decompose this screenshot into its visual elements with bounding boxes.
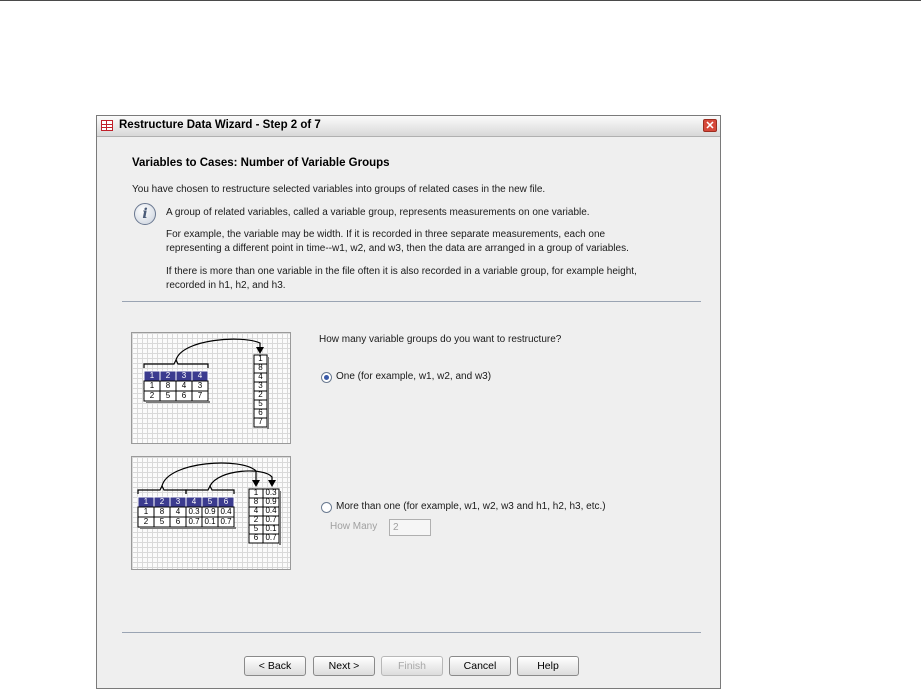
info-text-line-2b: representing a different point in time--w1, w2, and w3, then the data are arranged in a group of variables. <box>166 243 629 254</box>
ill2-shadow <box>140 527 236 529</box>
ill1-arrow-path <box>176 339 260 360</box>
spreadsheet-icon <box>101 120 113 131</box>
ill2-cell-text: 8 <box>159 507 165 516</box>
close-icon[interactable]: ✕ <box>703 119 717 132</box>
ill2-column-a-cell-text: 4 <box>253 506 259 515</box>
ill2-arrow-head-1 <box>252 480 260 487</box>
ill2-column-b-cell-text: 0.7 <box>265 533 277 542</box>
radio-one-label[interactable]: One (for example, w1, w2, and w3) <box>336 371 492 382</box>
ill1-column-cell-text: 1 <box>258 354 263 363</box>
ill1-column-shadow <box>267 357 269 429</box>
ill1-brace <box>144 360 208 368</box>
how-many-label: How Many <box>330 521 378 532</box>
ill1-column-cell-text: 6 <box>258 408 263 417</box>
ill2-header-cell-text: 3 <box>175 497 181 506</box>
ill2-column-shadow <box>279 491 281 545</box>
ill2-cell-text: 0.7 <box>220 517 232 526</box>
ill2-column-a-cell-text: 1 <box>253 488 259 497</box>
ill2-header-cell-text: 2 <box>159 497 165 506</box>
ill2-header-cell-text: 1 <box>143 497 149 506</box>
ill1-header-cell-text: 2 <box>165 371 171 380</box>
ill2-column-a-cell-text: 2 <box>253 515 259 524</box>
one-group-diagram <box>132 333 291 444</box>
ill1-arrow-head <box>256 347 264 354</box>
how-many-input[interactable]: 2 <box>389 519 431 536</box>
bottom-separator <box>122 632 701 633</box>
ill2-header-cell-text: 6 <box>223 497 229 506</box>
info-text-line-1: A group of related variables, called a variable group, represents measurements on one variable. <box>166 207 590 218</box>
ill1-shadow <box>146 401 210 403</box>
ill2-column-a-cell-text: 8 <box>253 497 259 506</box>
multi-group-illustration <box>131 456 291 570</box>
finish-button[interactable]: Finish <box>381 656 443 676</box>
info-text-line-2a: For example, the variable may be width. If it is recorded in three separate measurements, each one <box>166 229 606 240</box>
radio-more-than-one[interactable] <box>321 502 332 513</box>
ill1-cell-text: 7 <box>197 391 203 400</box>
back-button[interactable]: < Back <box>244 656 306 676</box>
ill2-cell-text: 0.7 <box>188 517 200 526</box>
ill2-arrow-path-2 <box>210 471 272 486</box>
radio-one-group[interactable] <box>321 372 332 383</box>
ill2-cell-text: 0.3 <box>188 507 200 516</box>
ill2-cell-text: 4 <box>175 507 181 516</box>
ill1-column-cell-text: 8 <box>258 363 263 372</box>
radio-more-label[interactable]: More than one (for example, w1, w2, w3 and h1, h2, h3, etc.) <box>336 501 606 512</box>
ill2-cell-text: 0.9 <box>204 507 216 516</box>
next-button[interactable]: Next > <box>313 656 375 676</box>
ill2-cell-text: 6 <box>175 517 181 526</box>
ill1-cell-text: 2 <box>149 391 155 400</box>
title-bar[interactable] <box>97 116 720 137</box>
window-title: Restructure Data Wizard - Step 2 of 7 <box>119 119 321 131</box>
ill2-cell-text: 2 <box>143 517 149 526</box>
ill2-header-cell-text: 5 <box>207 497 213 506</box>
one-group-illustration <box>131 332 291 444</box>
info-text-line-3b: recorded in h1, h2, and h3. <box>166 280 286 291</box>
intro-text: You have chosen to restructure selected variables into groups of related cases in the new file. <box>132 184 546 195</box>
ill2-column-b-cell-text: 0.9 <box>265 497 277 506</box>
wizard-dialog <box>96 115 721 689</box>
help-button[interactable]: Help <box>517 656 579 676</box>
ill2-arrow-path-1 <box>162 463 256 486</box>
question-text: How many variable groups do you want to restructure? <box>319 334 562 345</box>
ill2-arrow-head-2 <box>268 480 276 487</box>
ill1-column-cell-text: 7 <box>258 417 263 426</box>
ill1-cell-text: 5 <box>165 391 171 400</box>
ill2-cell-text: 5 <box>159 517 165 526</box>
ill2-cell-text: 0.1 <box>204 517 216 526</box>
page-heading: Variables to Cases: Number of Variable Groups <box>132 157 390 169</box>
top-separator <box>122 301 701 302</box>
ill1-header-cell-text: 1 <box>149 371 155 380</box>
ill1-cell-text: 6 <box>181 391 187 400</box>
ill2-header-cell-text: 4 <box>191 497 197 506</box>
top-rule <box>0 0 921 1</box>
ill1-column-cell-text: 3 <box>258 381 263 390</box>
ill1-cell-text: 3 <box>197 381 203 390</box>
ill1-column-cell-text: 2 <box>258 390 263 399</box>
ill2-column-b-cell-text: 0.3 <box>265 488 277 497</box>
ill2-brace-2 <box>186 486 234 494</box>
ill2-column-a-cell-text: 6 <box>253 533 259 542</box>
cancel-button[interactable]: Cancel <box>449 656 511 676</box>
info-icon: i <box>134 203 156 225</box>
ill2-column-b-cell-text: 0.1 <box>265 524 277 533</box>
ill1-header-cell-text: 3 <box>181 371 187 380</box>
ill1-cell-text: 8 <box>165 381 171 390</box>
multi-group-diagram <box>132 457 291 570</box>
ill1-column-cell-text: 4 <box>258 372 263 381</box>
ill1-header-cell-text: 4 <box>197 371 203 380</box>
ill1-column-cell-text: 5 <box>258 399 263 408</box>
ill2-brace-1 <box>138 486 186 494</box>
info-text-line-3a: If there is more than one variable in the file often it is also recorded in a variable group, for example height, <box>166 266 637 277</box>
ill2-cell-text: 1 <box>143 507 149 516</box>
ill1-cell-text: 1 <box>149 381 155 390</box>
ill2-cell-text: 0.4 <box>220 507 232 516</box>
ill2-column-a-cell-text: 5 <box>253 524 259 533</box>
ill1-cell-text: 4 <box>181 381 187 390</box>
ill2-column-b-cell-text: 0.7 <box>265 515 277 524</box>
ill2-column-b-cell-text: 0.4 <box>265 506 277 515</box>
